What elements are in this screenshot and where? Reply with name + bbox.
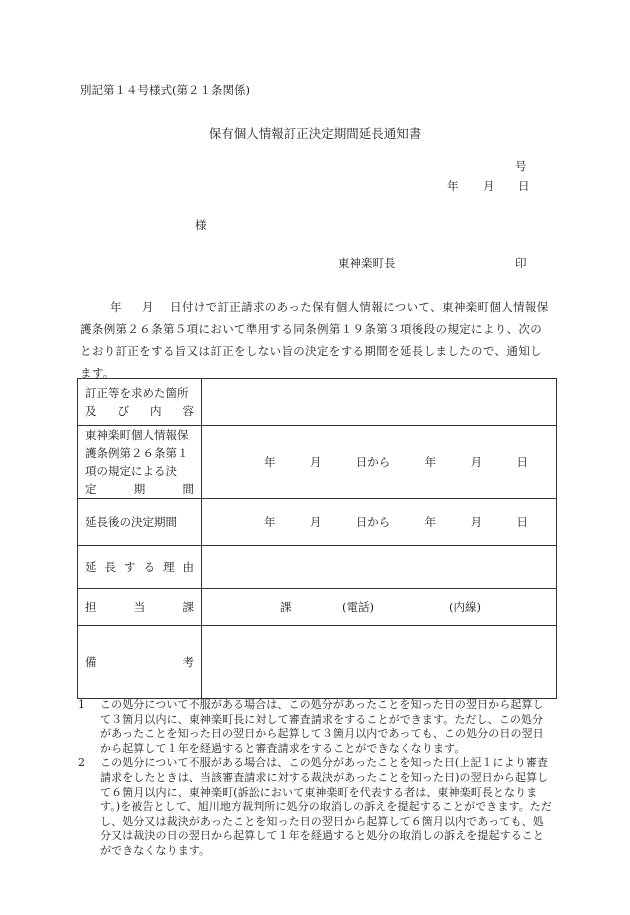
original-period-label [78, 426, 202, 499]
remarks-value[interactable] [202, 626, 557, 699]
issue-date-year: 年 [447, 179, 459, 193]
note-text: この処分について不服がある場合は、この処分があったことを知った日の翌日から起算して３箇月以内に、東神楽町長に対して審査請求をすることができます。ただし、この処分があったことを知った日の翌日から起算して３箇月以内であっても、この処分の日の翌日から起算して１年を経過すると審査請求をすることができなくなります。 [100, 698, 544, 755]
body-date-month: 月 [142, 300, 154, 314]
period-fields [202, 514, 556, 530]
period-year-start: 年 [264, 515, 276, 529]
extension-field: (内線) [449, 600, 481, 614]
body-paragraph: 日付けで訂正請求のあった保有個人情報について、東神楽町個人情報保護条例第２６条第５項において準用する同条例第１９条第３項後段の規定により、次のとおり訂正をする旨又は訂正をしない旨の決定をする期間を延長しましたので、通知します。 [80, 300, 549, 380]
body-text [80, 296, 550, 384]
label-line: 項の規定による決 [85, 464, 177, 478]
table-row [78, 426, 557, 499]
phone-field: (電話) [342, 600, 374, 614]
period-fields [202, 454, 556, 470]
label-char: 定 [85, 482, 97, 496]
label-char: 担 [85, 600, 97, 614]
note-item [78, 756, 554, 858]
label-line: 東神楽町個人情報保 [85, 428, 189, 442]
extension-reason-value[interactable] [202, 546, 557, 589]
notes [78, 698, 554, 859]
label-char: 長 [104, 560, 116, 574]
table-row [78, 499, 557, 546]
issue-date-day: 日 [518, 179, 530, 193]
label-char: 当 [133, 600, 146, 614]
period-day-from: 日から [355, 455, 391, 469]
contact-fields [202, 599, 556, 615]
note-number: 1 [78, 698, 85, 711]
label-line: 護条例第２６条第１ [85, 446, 189, 460]
table-row [78, 589, 557, 626]
label-line [85, 558, 194, 576]
period-month-start: 月 [309, 515, 322, 529]
details-table [77, 378, 557, 699]
extension-reason-label [78, 546, 202, 589]
label-line [85, 598, 194, 616]
period-day-end: 日 [516, 455, 528, 469]
period-day-from: 日から [355, 515, 391, 529]
label-char: 間 [182, 482, 194, 496]
document-title: 保有個人情報訂正決定期間延長通知書 [208, 126, 422, 141]
section-in-charge-value[interactable] [202, 589, 557, 626]
label-line: 延長後の決定期間 [85, 515, 177, 529]
original-period-value[interactable] [202, 426, 557, 499]
label-char: 由 [182, 560, 194, 574]
label-char: 備 [85, 655, 97, 669]
label-char: 課 [182, 600, 194, 614]
period-year-start: 年 [264, 455, 276, 469]
label-char: 期 [133, 482, 146, 496]
table-row [78, 379, 557, 426]
issue-date-month: 月 [483, 179, 495, 193]
corrected-part-value[interactable] [202, 379, 557, 426]
label-char: す [124, 560, 136, 574]
label-char: 内 [150, 404, 162, 418]
section-field: 課 [280, 600, 292, 614]
section-in-charge-label [78, 589, 202, 626]
issue-date [447, 178, 530, 194]
note-number: 2 [78, 756, 85, 770]
label-char: 延 [85, 560, 97, 574]
extended-period-value[interactable] [202, 499, 557, 546]
addressee: 様 [195, 218, 207, 232]
label-char: 及 [85, 404, 97, 418]
body-date-year: 年 [110, 300, 122, 314]
issue-number: 号 [515, 159, 527, 173]
issuer-name: 東神楽町長 [338, 256, 396, 270]
period-year-end: 年 [424, 455, 437, 469]
label-char: る [143, 560, 155, 574]
note-item [78, 698, 554, 756]
period-day-end: 日 [516, 515, 528, 529]
label-line [85, 653, 194, 671]
table-row [78, 626, 557, 699]
extended-period-label [78, 499, 202, 546]
period-month-end: 月 [470, 515, 483, 529]
form-number: 別記第１４号様式(第２１条関係) [80, 83, 250, 97]
label-char: び [117, 404, 129, 418]
period-year-end: 年 [424, 515, 437, 529]
corrected-part-label [78, 379, 202, 426]
label-line [85, 402, 194, 420]
label-line [85, 480, 194, 498]
label-char: 考 [182, 655, 194, 669]
period-month-start: 月 [309, 455, 322, 469]
seal-mark: 印 [515, 256, 527, 270]
note-text: この処分について不服がある場合は、この処分があったことを知った日(上記１により審査請求をしたときは、当該審査請求に対する裁決があったことを知った日)の翌日から起算して６箇月以内に、東神楽町(訴訟において東神楽町を代表する者は、東神楽町長となります。)を被告として、旭川地方裁判所に処分の取消しの訴えを提起することができます。ただし、処分又は裁決があったことを知った日の翌日から起算して６箇月以内であっても、処分又は裁決の日の翌日から起算して１年を経過すると処分の取消しの訴えを提起することができなくなります。 [100, 756, 553, 857]
label-char: 理 [163, 560, 175, 574]
remarks-label [78, 626, 202, 699]
label-char: 容 [182, 404, 194, 418]
period-month-end: 月 [470, 455, 483, 469]
table-row [78, 546, 557, 589]
label-line: 訂正等を求めた箇所 [85, 386, 189, 400]
